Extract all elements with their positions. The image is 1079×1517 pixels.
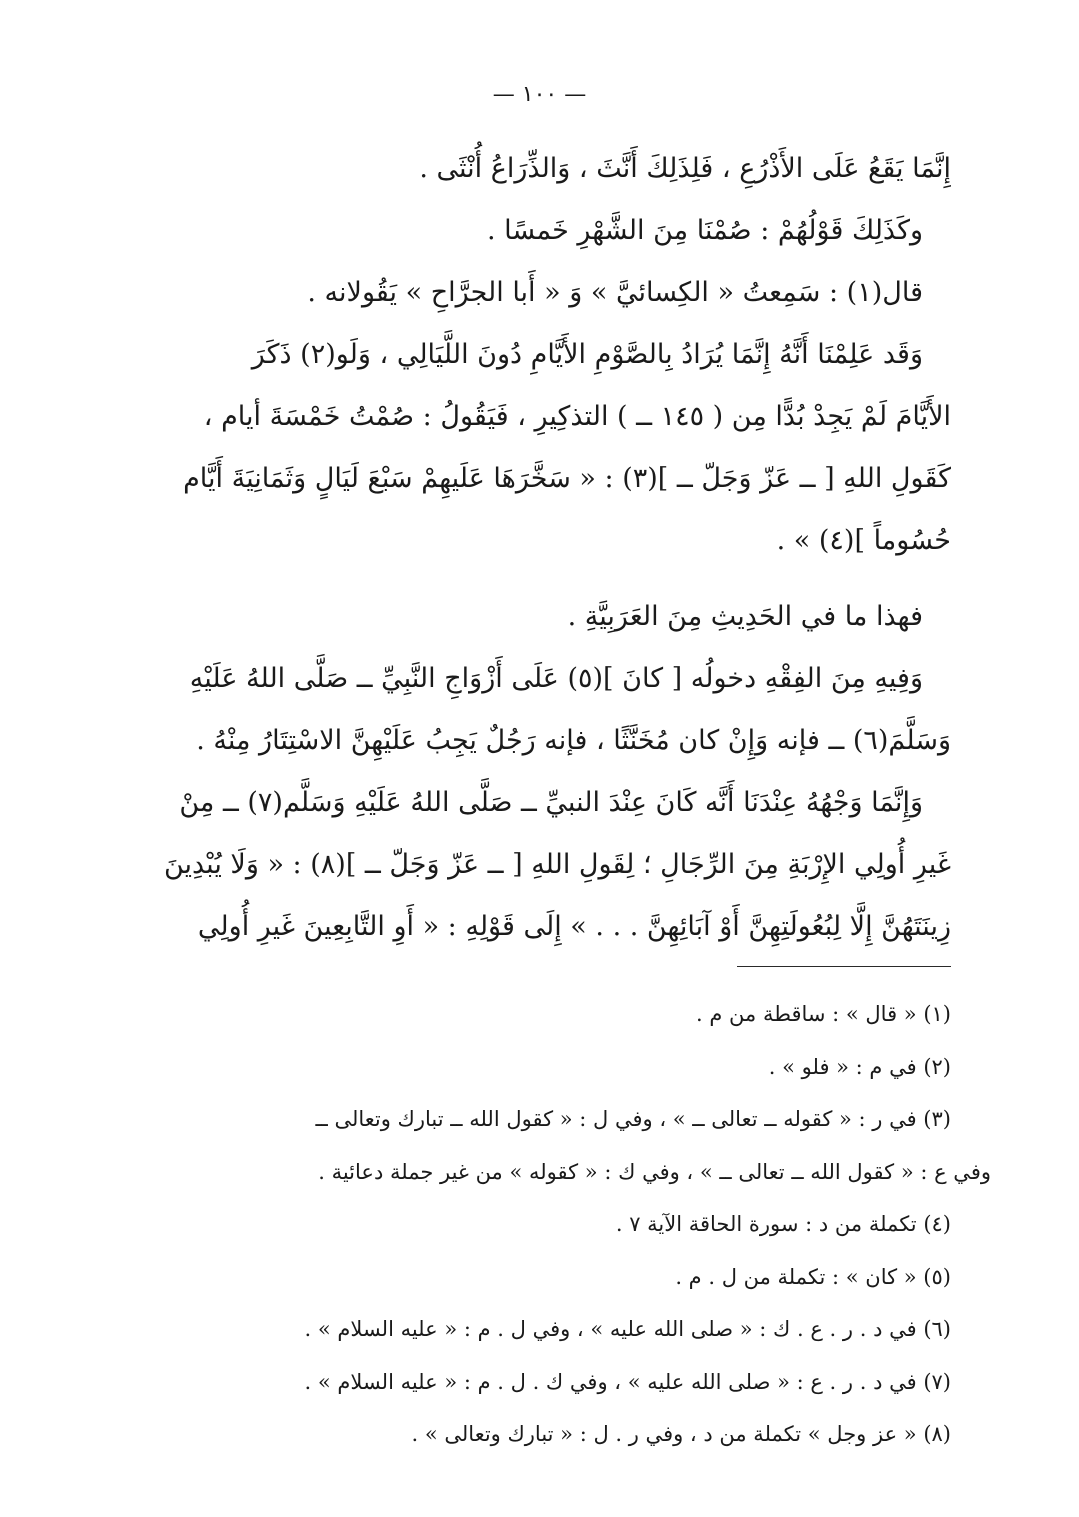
footnote: (٥) « كان » : تكملة من ل . م .: [675, 1264, 951, 1289]
footnote: (١) « قال » : ساقطة من م .: [696, 1002, 951, 1026]
main-text: [121, 138, 951, 958]
text-line: إِنَّمَا يَقَعُ عَلَى الأَذْرُعِ ، فَلِذَلِكَ أَنَّثَ ، وَالذِّرَاعُ أُنْثَى .: [419, 153, 951, 184]
footnote-continuation: وفي ع : « كقول الله ــ تعالى ــ » ، وفي ك : « كقوله » من غير جملة دعائية .: [318, 1159, 991, 1184]
text-line: وكَذَلِكَ قَوْلُهُمْ : صُمْنَا مِنَ الشَّهْرِ خَمسًا .: [487, 215, 923, 246]
footnote: (٧) في د . ر . ع : « صلى الله عليه » ، وفي ك . ل . م : « عليه السلام » .: [304, 1369, 951, 1394]
text-line: قال(١) : سَمِعتُ « الكِسائيَّ » وَ « أَبا الجرَّاحِ » يَقُولانه .: [307, 277, 923, 308]
text-line: كَقَولِ اللهِ [ ــ عَزّ وَجَلّ ــ ](٣) : « سَخَّرَهَا عَلَيهِمْ سَبْعَ لَيَالٍ وَثَمَانِيَةَ أَيَّام: [183, 463, 951, 494]
text-line: غَيرِ أُولِي الإِرْبَةِ مِنَ الرِّجَالِ ؛ لِقَولِ اللهِ [ ــ عَزّ وَجَلّ ــ ](٨) : « وَلَا يُبْدِينَ: [163, 849, 951, 880]
text-line: الأَيَّامَ لَمْ يَجِدْ بُدًّا مِن ( ١٤٥ ــ ) التذكِيرِ ، فَيَقُولُ : صُمْتُ خَمْسَةَ أيام ،: [203, 401, 951, 432]
text-line: وَسَلَّمَ(٦) ــ فإنه وَإِنْ كان مُخَنَّثًا ، فإنه رَجُلٌ يَجِبُ عَلَيْهِنَّ الاسْتِتَارُ مِنْهُ .: [196, 725, 951, 756]
footnote: (٨) « عز وجل » تكملة من د ، وفي ر . ل : « تبارك وتعالى » .: [411, 1422, 951, 1446]
footnote: (٦) في د . ر . ع . ك : « صلى الله عليه » ، وفي ل . م : « عليه السلام » .: [304, 1317, 951, 1341]
text-line: فهذا ما في الحَدِيثِ مِنَ العَرَبِيَّةِ .: [567, 601, 923, 632]
footnote-divider: [737, 966, 951, 967]
text-line: وَقَد عَلِمْنَا أَنَّهُ إِنَّمَا يُرَادُ بِالصَّوْمِ الأَيَّامِ دُونَ اللَّيَالِي ، وَلَو(٢) ذَكَرَ: [251, 339, 923, 370]
page-number: — ١٠٠ —: [492, 82, 587, 107]
text-line: زِينَتَهُنَّ إِلَّا لِبُعُولَتِهِنَّ أَوْ آبَائِهِنَّ . . . » إِلَى قَوْلِهِ : « أَوِ التَّابِعِينَ غَيرِ أُولِي: [197, 911, 951, 942]
footnotes: [116, 988, 991, 1461]
text-line: حُسُوماً ](٤) » .: [776, 525, 951, 556]
footnote: (٣) في ر : « كقوله ــ تعالى ــ » ، وفي ل : « كقول الله ــ تبارك وتعالى ــ: [315, 1107, 951, 1131]
footnote: (٤) تكملة من د : سورة الحاقة الآية ٧ .: [615, 1212, 951, 1236]
footnote: (٢) في م : « فلو » .: [768, 1054, 951, 1079]
text-line: وَفِيهِ مِنَ الفِقْهِ دخولُه [ كانَ ](٥) عَلَى أَزْوَاجِ النَّبِيِّ ــ صَلَّى اللهُ عَلَيْهِ: [189, 663, 923, 694]
text-line: وَإِنَّمَا وَجْهُهُ عِنْدَنَا أَنَّه كَانَ عِنْدَ النبيِّ ــ صَلَّى اللهُ عَلَيْهِ وَسَلَّم(٧) ــ مِنْ: [179, 787, 923, 818]
